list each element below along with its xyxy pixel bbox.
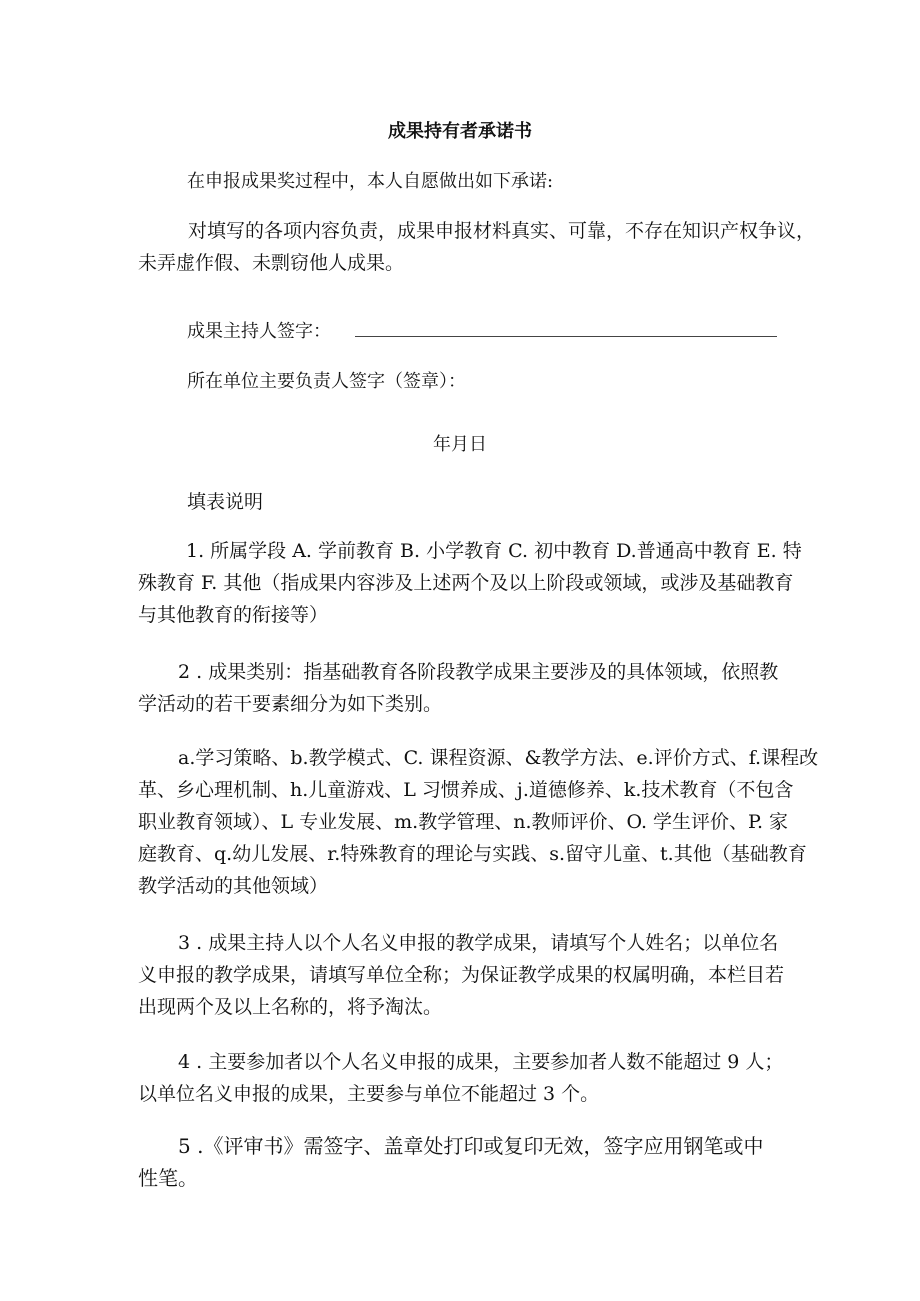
instruction-line: 庭教育、q.幼儿发展、r.特殊教育的理论与实践、s.留守儿童、t.其他（基础教育 xyxy=(138,843,807,865)
instructions-heading: 填表说明 xyxy=(187,491,264,513)
instruction-line: 与其他教育的衔接等） xyxy=(138,604,329,626)
instruction-line: a.学习策略、b.教学模式、C. 课程资源、&教学方法、e.评价方式、f.课程改 xyxy=(178,747,819,769)
instruction-line: 教学活动的其他领域） xyxy=(138,875,329,897)
date-label: 年月日 xyxy=(433,434,487,455)
pledge-paragraph xyxy=(138,215,816,279)
instruction-line: 4 . 主要参加者以个人名义申报的成果，主要参加者人数不能超过 9 人； xyxy=(178,1051,784,1073)
instruction-line: 2 . 成果类别：指基础教育各阶段教学成果主要涉及的具体领域，依照教 xyxy=(178,661,779,683)
leader-signature-label: 成果主持人签字： xyxy=(187,321,331,342)
instruction-line: 3 . 成果主持人以个人名义申报的教学成果，请填写个人姓名；以单位名 xyxy=(178,932,779,954)
instruction-item-4 xyxy=(138,1046,784,1110)
instruction-item-5 xyxy=(138,1130,764,1194)
pledge-line: 未弄虚作假、未剽窃他人成果。 xyxy=(138,252,405,274)
instruction-item-3 xyxy=(138,927,785,1023)
instruction-line: 学活动的若干要素细分为如下类别。 xyxy=(138,693,443,715)
pledge-line: 对填写的各项内容负责，成果申报材料真实、可靠，不存在知识产权争议， xyxy=(188,220,816,242)
instruction-line: 革、乡心理机制、h.儿童游戏、L 习惯养成、j.道德修养、k.技术教育（不包含 xyxy=(138,779,794,801)
instruction-item-1 xyxy=(138,535,802,631)
instruction-line: 以单位名义申报的成果，主要参与单位不能超过 3 个。 xyxy=(138,1083,600,1105)
instruction-line: 1. 所属学段 A. 学前教育 B. 小学教育 C. 初中教育 D.普通高中教育 E. 特 xyxy=(186,540,802,562)
instruction-line: 职业教育领域）、L 专业发展、m.教学管理、n.教师评价、O. 学生评价、P. 家 xyxy=(138,811,789,833)
instruction-line: 5 .《评审书》需签字、盖章处打印或复印无效，签字应用钢笔或中 xyxy=(178,1134,764,1158)
unit-signature-label: 所在单位主要负责人签字（签章）： xyxy=(187,371,466,392)
pledge-intro: 在申报成果奖过程中，本人自愿做出如下承诺: xyxy=(187,171,554,192)
instruction-line: 殊教育 F. 其他（指成果内容涉及上述两个及以上阶段或领域，或涉及基础教育 xyxy=(138,572,794,594)
instruction-line: 出现两个及以上名称的，将予淘汰。 xyxy=(138,996,443,1018)
signature-line xyxy=(355,336,777,337)
instruction-line: 义申报的教学成果，请填写单位全称；为保证教学成果的权属明确，本栏目若 xyxy=(138,964,785,986)
instruction-item-categories xyxy=(138,742,819,902)
instruction-item-2 xyxy=(138,656,779,720)
document-title: 成果持有者承诺书 xyxy=(388,121,532,142)
instruction-line: 性笔。 xyxy=(138,1166,198,1190)
